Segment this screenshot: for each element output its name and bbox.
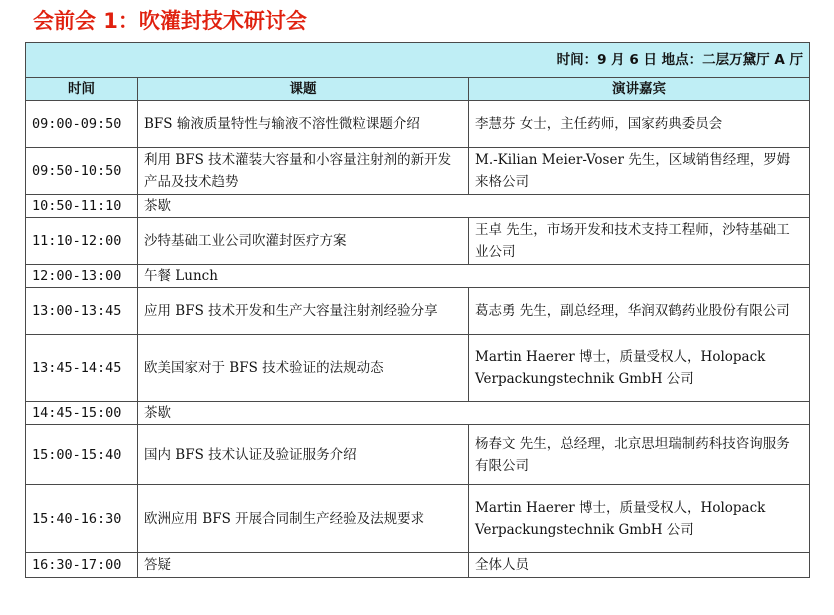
session-speaker: Martin Haerer 博士，质量受权人，Holopack Verpackungstechnik GmbH 公司: [469, 335, 810, 402]
header-row: [26, 78, 810, 101]
session-topic: 利用 BFS 技术灌装大容量和小容量注射剂的新开发产品及技术趋势: [138, 148, 469, 195]
session-topic: 应用 BFS 技术开发和生产大容量注射剂经验分享: [138, 288, 469, 335]
session-speaker: 李慧芬 女士，主任药师，国家药典委员会: [469, 101, 810, 148]
session-topic: 午餐 Lunch: [138, 265, 810, 288]
session-topic: 答疑: [138, 553, 469, 578]
session-speaker: Martin Haerer 博士，质量受权人，Holopack Verpackungstechnik GmbH 公司: [469, 485, 810, 553]
page-title: 会前会 1：吹灌封技术研讨会: [33, 9, 307, 33]
session-time: 11:10-12:00: [26, 218, 138, 265]
time-location-info: 时间：9 月 6 日 地点：二层万黛厅 A 厅: [26, 43, 810, 78]
session-time: 14:45-15:00: [26, 402, 138, 425]
session-topic: 欧美国家对于 BFS 技术验证的法规动态: [138, 335, 469, 402]
info-row: [26, 43, 810, 78]
table-row: [26, 218, 810, 265]
table-row: [26, 265, 810, 288]
session-time: 15:40-16:30: [26, 485, 138, 553]
session-time: 15:00-15:40: [26, 425, 138, 485]
session-speaker: 杨春文 先生，总经理，北京思坦瑞制药科技咨询服务有限公司: [469, 425, 810, 485]
session-topic: 茶歇: [138, 402, 810, 425]
table-row: [26, 553, 810, 578]
session-topic: 国内 BFS 技术认证及验证服务介绍: [138, 425, 469, 485]
table-row: [26, 195, 810, 218]
session-time: 09:00-09:50: [26, 101, 138, 148]
session-time: 16:30-17:00: [26, 553, 138, 578]
table-row: [26, 288, 810, 335]
session-topic: 茶歇: [138, 195, 810, 218]
table-row: [26, 335, 810, 402]
session-speaker: M.-Kilian Meier-Voser 先生，区域销售经理，罗姆来格公司: [469, 148, 810, 195]
session-time: 10:50-11:10: [26, 195, 138, 218]
schedule-table: [25, 42, 810, 578]
header-speaker: 演讲嘉宾: [469, 78, 810, 101]
session-speaker: 王卓 先生，市场开发和技术支持工程师，沙特基础工业公司: [469, 218, 810, 265]
table-row: [26, 425, 810, 485]
table-row: [26, 101, 810, 148]
table-row: [26, 402, 810, 425]
table-row: [26, 148, 810, 195]
session-time: 09:50-10:50: [26, 148, 138, 195]
session-topic: 沙特基础工业公司吹灌封医疗方案: [138, 218, 469, 265]
session-time: 13:00-13:45: [26, 288, 138, 335]
session-time: 13:45-14:45: [26, 335, 138, 402]
header-topic: 课题: [138, 78, 469, 101]
session-topic: 欧洲应用 BFS 开展合同制生产经验及法规要求: [138, 485, 469, 553]
session-time: 12:00-13:00: [26, 265, 138, 288]
session-speaker: 全体人员: [469, 553, 810, 578]
session-speaker: 葛志勇 先生，副总经理，华润双鹤药业股份有限公司: [469, 288, 810, 335]
header-time: 时间: [26, 78, 138, 101]
table-row: [26, 485, 810, 553]
session-topic: BFS 输液质量特性与输液不溶性微粒课题介绍: [138, 101, 469, 148]
